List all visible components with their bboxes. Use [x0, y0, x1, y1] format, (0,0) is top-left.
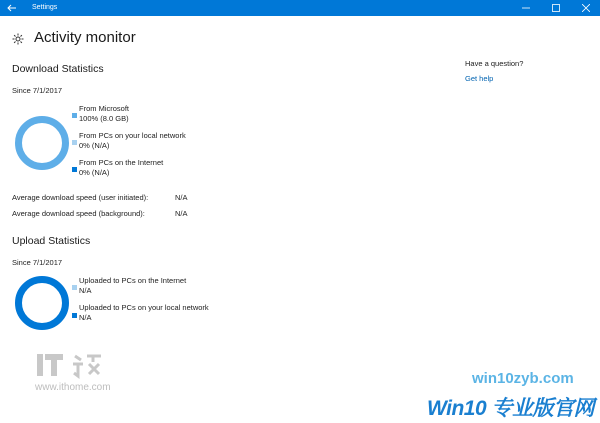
get-help-link[interactable]: Get help — [465, 74, 494, 83]
speed-user-value: N/A — [175, 193, 188, 202]
legend-square-local-network — [72, 140, 77, 145]
back-arrow-icon[interactable] — [6, 2, 18, 14]
ithome-watermark — [35, 350, 135, 400]
help-question: Have a question? — [465, 59, 524, 68]
upload-donut-ring — [19, 280, 66, 327]
page-title: Activity monitor — [34, 29, 136, 46]
ithome-logo — [35, 350, 115, 380]
download-heading: Download Statistics — [12, 63, 104, 75]
legend-value-upload-internet: N/A — [79, 286, 92, 295]
legend-label-local-network: From PCs on your local network — [79, 131, 186, 140]
ithome-site: www.ithome.com — [35, 382, 111, 393]
upload-since: Since 7/1/2017 — [12, 258, 63, 267]
speed-background-label: Average download speed (background): — [12, 209, 145, 218]
legend-value-internet: 0% (N/A) — [79, 168, 110, 177]
speed-background-value: N/A — [175, 209, 188, 218]
legend-label-internet: From PCs on the Internet — [79, 158, 164, 167]
legend-square-upload-internet — [72, 285, 77, 290]
close-icon[interactable] — [572, 0, 600, 16]
minimize-icon[interactable] — [512, 0, 540, 16]
window-title: Settings — [32, 4, 58, 11]
download-since: Since 7/1/2017 — [12, 86, 63, 95]
download-donut — [13, 114, 71, 172]
legend-value-local-network: 0% (N/A) — [79, 141, 110, 150]
legend-label-upload-internet: Uploaded to PCs on the Internet — [79, 276, 187, 285]
upload-heading: Upload Statistics — [12, 235, 91, 247]
legend-square-upload-local — [72, 313, 77, 318]
legend-label-upload-local: Uploaded to PCs on your local network — [79, 303, 209, 312]
legend-value-microsoft: 100% (8.0 GB) — [79, 114, 129, 123]
legend-square-internet — [72, 167, 77, 172]
gear-icon — [12, 32, 24, 44]
legend-value-upload-local: N/A — [79, 313, 92, 322]
speed-user-label: Average download speed (user initiated): — [12, 193, 149, 202]
legend-square-microsoft — [72, 113, 77, 118]
win10zyb-site: win10zyb.com — [472, 370, 574, 387]
maximize-icon[interactable] — [542, 0, 570, 16]
download-donut-ring — [19, 120, 66, 167]
legend-label-microsoft: From Microsoft — [79, 104, 130, 113]
win10zyb-watermark — [425, 370, 600, 423]
win10zyb-brand: Win10 专业版官网 — [427, 397, 594, 420]
upload-donut — [13, 274, 71, 332]
title-bar — [0, 0, 600, 16]
